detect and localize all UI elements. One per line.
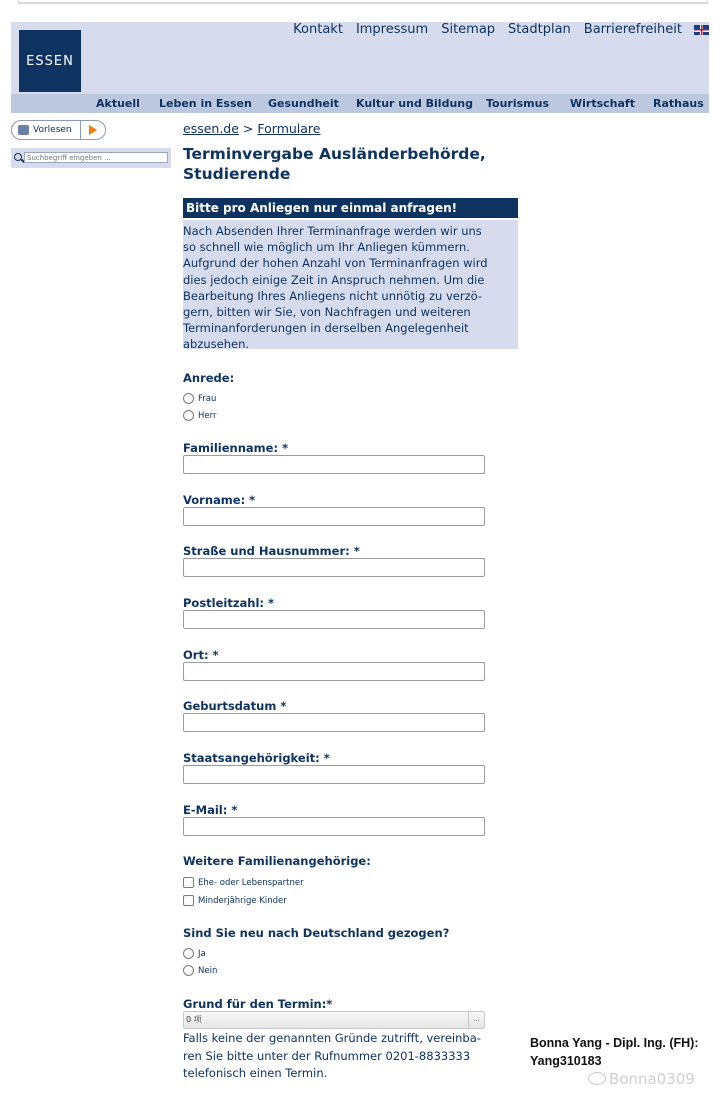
watermark — [588, 1070, 695, 1088]
notice-line: so schnell wie möglich um Ihr Anliegen kümmern. — [183, 240, 470, 255]
familienname-label: Familienname: * — [183, 441, 289, 455]
search-input[interactable] — [24, 152, 168, 163]
familie-label: Weitere Familienangehörige: — [183, 854, 371, 868]
plz-label: Postleitzahl: * — [183, 596, 275, 610]
nav-item-tourismus[interactable]: Tourismus — [486, 97, 550, 110]
grund-selected-value: 0 项 — [186, 1015, 202, 1024]
strasse-label: Straße und Hausnummer: * — [183, 544, 360, 558]
vorname-field[interactable] — [183, 507, 485, 526]
email-label: E-Mail: * — [183, 803, 238, 817]
strasse-field[interactable] — [183, 558, 485, 577]
notice-text — [183, 220, 518, 352]
herr-radio[interactable] — [183, 410, 194, 421]
main-nav — [11, 94, 709, 113]
nav-item-aktuell[interactable]: Aktuell — [96, 97, 140, 110]
speaker-icon — [18, 125, 29, 135]
kinder-option[interactable] — [183, 895, 287, 906]
geburtsdatum-field[interactable] — [183, 713, 485, 732]
grund-select[interactable] — [183, 1011, 485, 1029]
watermark-text: Bonna0309 — [609, 1070, 695, 1088]
notice-line: Bearbeitung Ihres Anliegens nicht unnötig zu verzö- — [183, 288, 483, 303]
breadcrumb — [183, 121, 321, 136]
geburtsdatum-label: Geburtsdatum * — [183, 699, 287, 713]
kinder-label: Minderjährige Kinder — [198, 895, 287, 906]
anrede-herr-option[interactable] — [183, 410, 216, 421]
herr-label: Herr — [198, 410, 217, 421]
browser-top-strip — [0, 0, 720, 22]
nav-item-leben-in-essen[interactable]: Leben in Essen — [159, 97, 252, 110]
ort-field[interactable] — [183, 662, 485, 681]
page-title: Terminvergabe Ausländerbehörde, Studierende — [183, 145, 486, 183]
credit-line: Bonna Yang - Dipl. Ing. (FH): — [530, 1036, 699, 1050]
ehepartner-checkbox[interactable] — [183, 877, 194, 888]
author-credit — [530, 1034, 699, 1070]
logo-text: ESSEN — [26, 53, 74, 69]
kinder-checkbox[interactable] — [183, 895, 194, 906]
staatsangehoerigkeit-field[interactable] — [183, 765, 485, 784]
link-barrierefreiheit[interactable]: Barrierefreiheit — [583, 22, 682, 37]
ehepartner-label: Ehe- oder Lebenspartner — [198, 877, 304, 888]
anrede-label: Anrede: — [183, 371, 235, 385]
ja-label: Ja — [198, 948, 206, 959]
notice-line: Aufgrund der hohen Anzahl von Terminanfragen wird — [183, 256, 488, 271]
neu-label: Sind Sie neu nach Deutschland gezogen? — [183, 926, 450, 940]
notice-line: Nach Absenden Ihrer Terminanfrage werden wir uns — [183, 224, 482, 238]
grund-hint — [183, 1030, 495, 1083]
nein-radio[interactable] — [183, 965, 194, 976]
ehepartner-option[interactable] — [183, 877, 304, 888]
link-sitemap[interactable]: Sitemap — [441, 22, 496, 37]
sidebar-search — [11, 148, 171, 168]
neu-ja-option[interactable] — [183, 948, 206, 959]
email-field[interactable] — [183, 817, 485, 836]
hint-line: Falls keine der genannten Gründe zutrifft, vereinba- — [183, 1031, 481, 1045]
uk-flag-icon[interactable] — [694, 25, 709, 35]
staatsangehoerigkeit-label: Staatsangehörigkeit: * — [183, 751, 330, 765]
site-header — [11, 22, 709, 94]
credit-line: Yang310183 — [530, 1054, 602, 1068]
nein-label: Nein — [198, 965, 218, 976]
play-icon[interactable] — [89, 125, 97, 135]
nav-item-wirtschaft[interactable]: Wirtschaft — [570, 97, 635, 110]
vorlesen-divider — [80, 120, 81, 140]
ort-label: Ort: * — [183, 648, 219, 662]
frau-radio[interactable] — [183, 393, 194, 404]
breadcrumb-home[interactable]: essen.de — [183, 121, 239, 136]
notice-heading: Bitte pro Anliegen nur einmal anfragen! — [183, 198, 518, 218]
ellipsis-icon[interactable]: ... — [468, 1012, 484, 1028]
nav-item-gesundheit[interactable]: Gesundheit — [268, 97, 339, 110]
neu-nein-option[interactable] — [183, 965, 217, 976]
link-stadtplan[interactable]: Stadtplan — [508, 22, 571, 37]
notice-line: gern, bitten wir Sie, von Nachfragen und weiteren — [183, 305, 471, 320]
hint-line: telefonisch einen Termin. — [183, 1066, 328, 1080]
plz-field[interactable] — [183, 610, 485, 629]
familienname-field[interactable] — [183, 455, 485, 474]
essen-logo[interactable] — [19, 30, 81, 92]
weibo-icon — [588, 1072, 606, 1085]
top-links — [280, 22, 709, 38]
link-impressum[interactable]: Impressum — [355, 22, 429, 37]
frau-label: Frau — [198, 393, 217, 404]
vorname-label: Vorname: * — [183, 493, 256, 507]
link-kontakt[interactable]: Kontakt — [293, 22, 343, 37]
hint-line: ren Sie bitte unter der Rufnummer 0201-8833333 — [183, 1048, 471, 1063]
nav-item-rathaus[interactable]: Rathaus — [653, 97, 704, 110]
nav-item-kultur-und-bildung[interactable]: Kultur und Bildung — [356, 97, 473, 110]
grund-label: Grund für den Termin:* — [183, 997, 333, 1011]
top-border — [18, 0, 708, 4]
breadcrumb-separator: > — [242, 121, 254, 136]
anrede-frau-option[interactable] — [183, 393, 216, 404]
notice-line: dies jedoch einige Zeit in Anspruch nehmen. Um die — [183, 272, 485, 287]
ja-radio[interactable] — [183, 948, 194, 959]
breadcrumb-formulare[interactable]: Formulare — [257, 121, 321, 136]
vorlesen-button[interactable] — [11, 120, 106, 140]
notice-line: Terminanforderungen in derselben Angelegenheit — [183, 321, 469, 336]
vorlesen-label: Vorlesen — [33, 125, 72, 135]
search-icon[interactable] — [14, 153, 22, 161]
notice-line: abzusehen. — [183, 337, 250, 352]
